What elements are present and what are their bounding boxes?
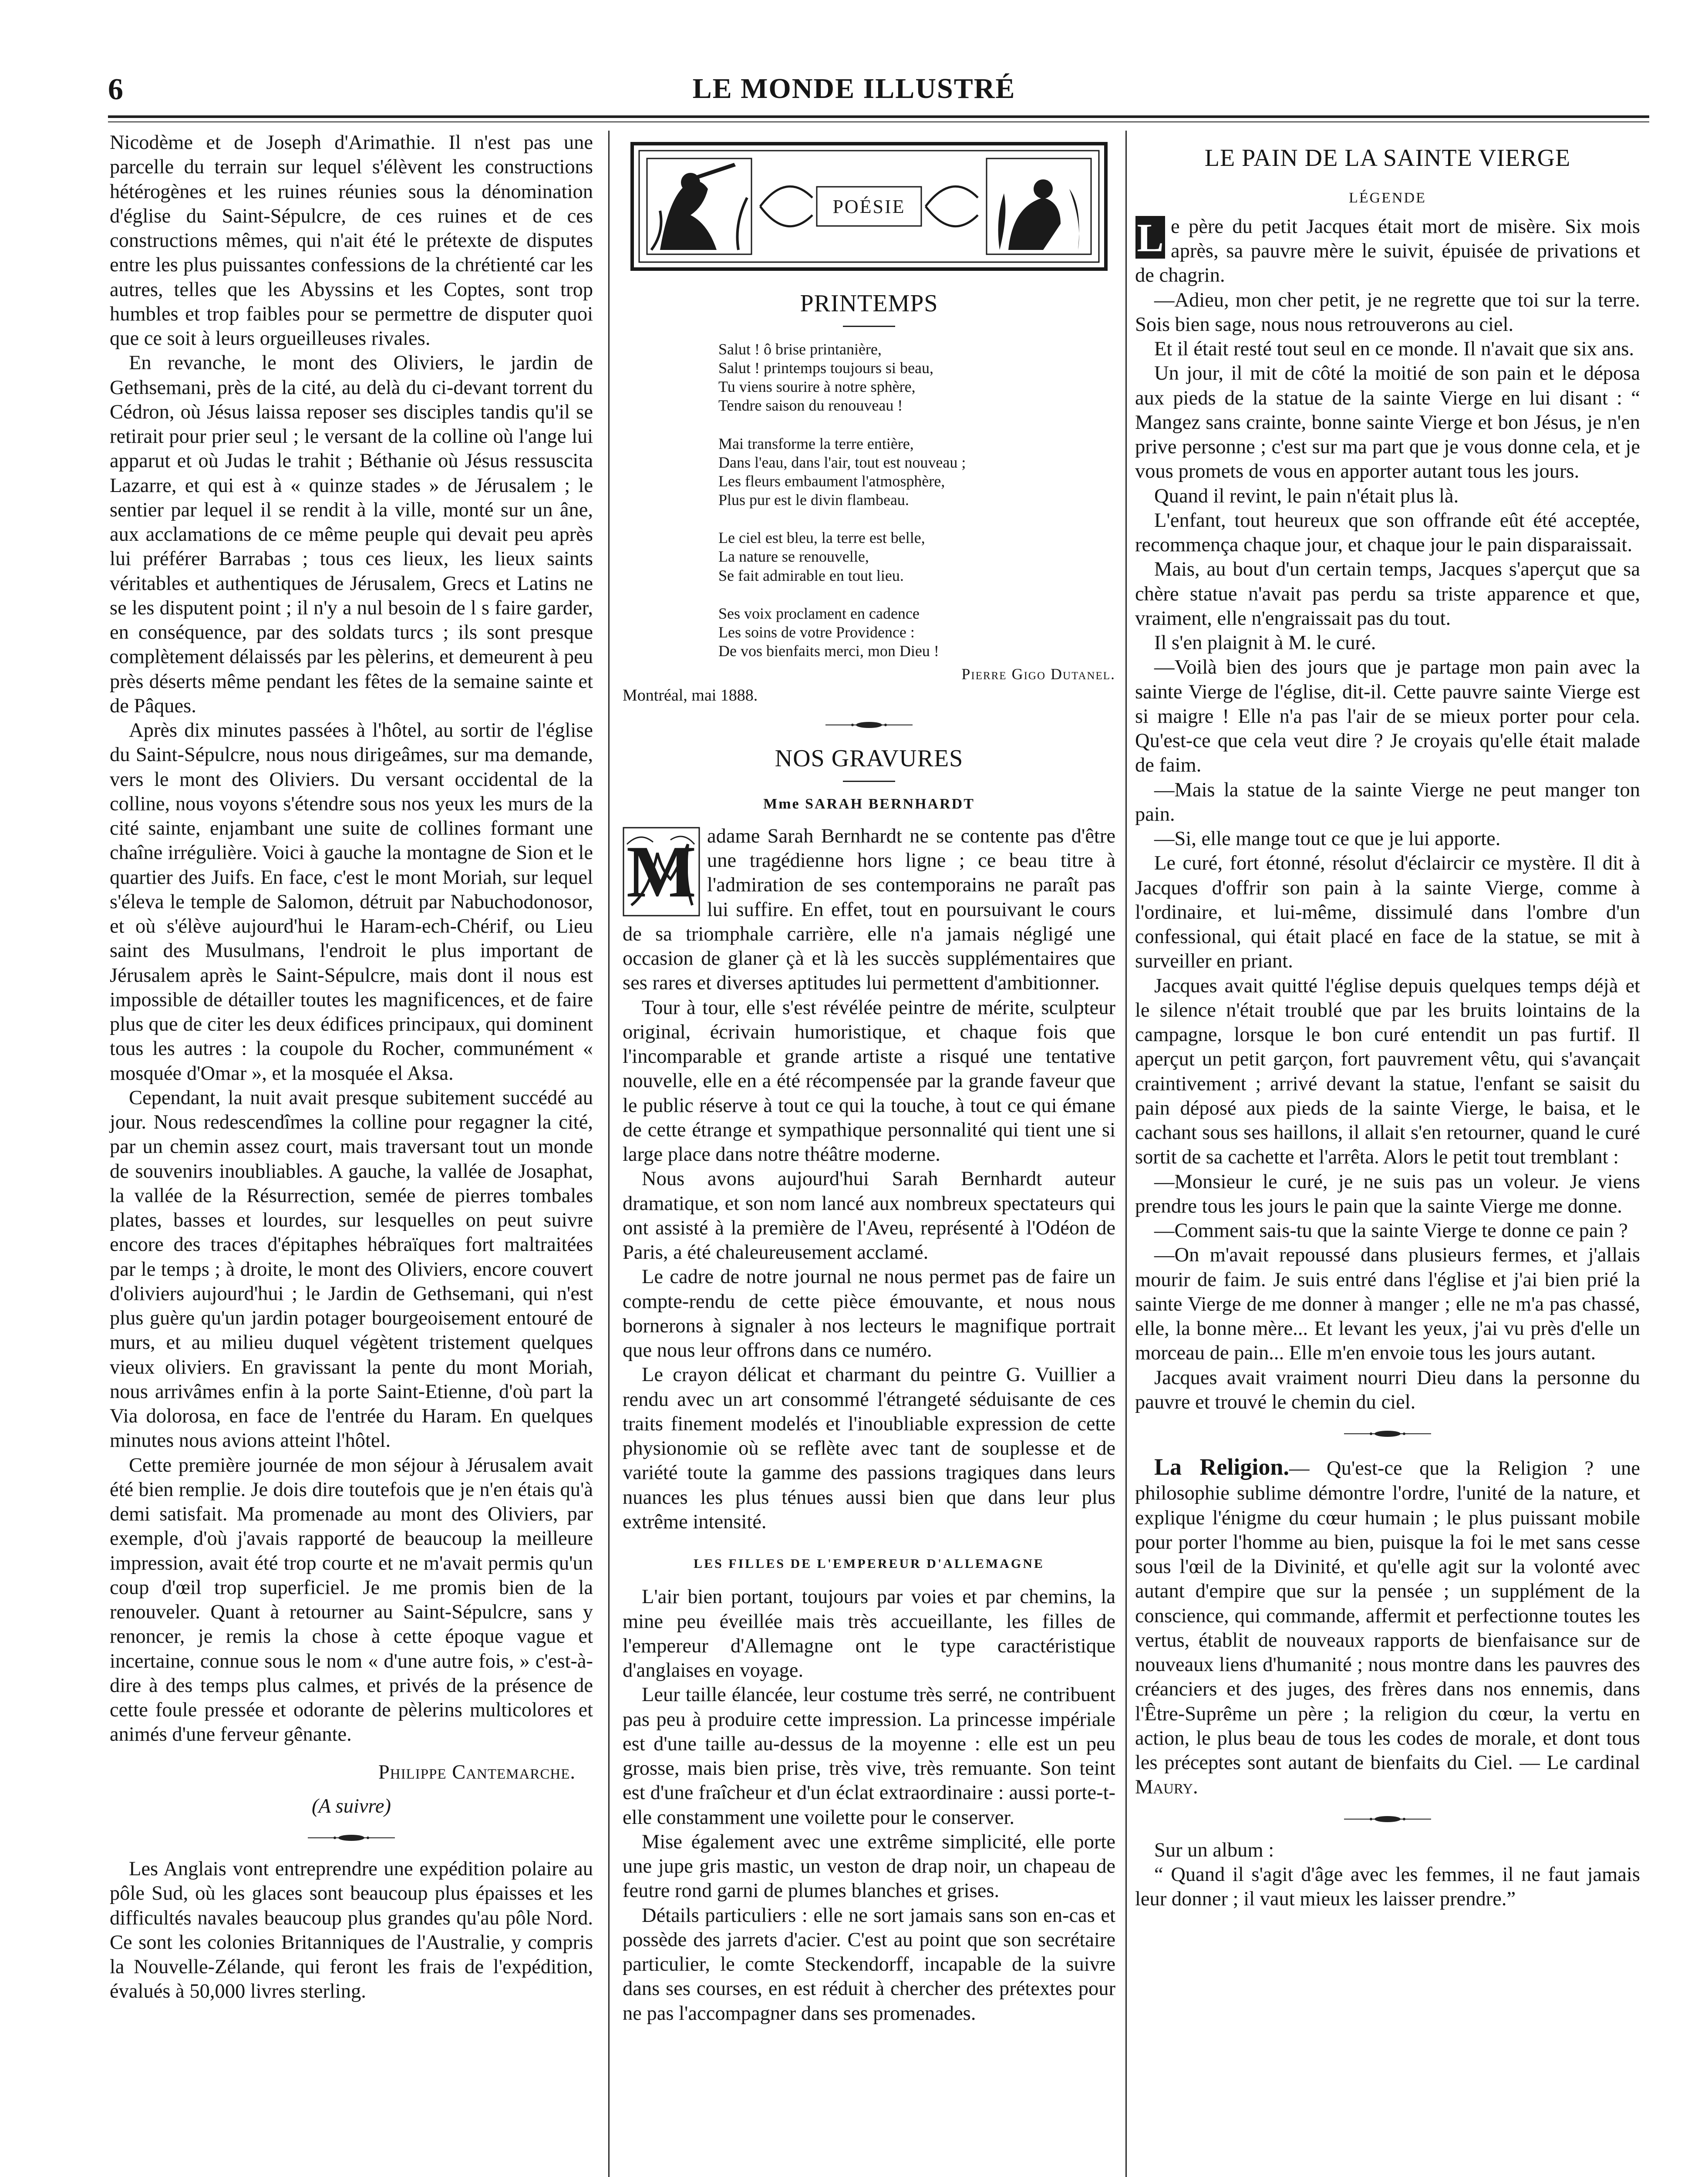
- article-paragraph: Tour à tour, elle s'est révélée peintre de mérite, sculpteur original, écrivain humoristique, et chaque fois que l'incomparable et grande artiste a risqué une tentative nouvelle, elle en a été récompensée par la grande faveur que le public réserve à tout ce qui la touche, à tout ce qui émane de cette étrange et sympathique personnalité qui tient une si large place dans notre théâtre moderne.: [623, 996, 1115, 1166]
- ornament-divider-icon: [1344, 1429, 1431, 1438]
- ornament-divider-icon: [308, 1833, 395, 1842]
- article-paragraph: Il s'en plaignit à M. le curé.: [1154, 632, 1376, 654]
- article-paragraph: Nicodème et de Joseph d'Arimathie. Il n'est pas une parcelle du terrain sur lequel s'élèvent les constructions hétérogènes et les ruines réunies sous la dénomination d'église du Saint-Sépulcre, de ces ruines et de ces constructions mêmes, qui n'ait été le prétexte de disputes entre les plus puissantes confessions de la chrétienté car les autres, telles que les Abyssins et les Coptes, sont trop humbles et trop faibles pour se permettre de disputer quoi que ce soit à leurs orgueilleuses rivales.: [110, 131, 593, 350]
- poem-line: La nature se renouvelle,: [718, 548, 869, 566]
- album-title: Sur un album :: [1154, 1839, 1274, 1861]
- column-2: [623, 131, 1115, 2177]
- svg-text:M: M: [626, 830, 697, 913]
- article-paragraph: [1135, 215, 1640, 288]
- poem-line: Salut ! printemps toujours si beau,: [718, 359, 933, 377]
- religion-paragraph: [1135, 1453, 1640, 1800]
- religion-text: — Qu'est-ce que la Religion ? une philosophie sublime démontre l'ordre, l'unité de la nature, et explique l'énigme du cœur humain ; le plus puissant mobile pour porter l'homme au bien, puisque la foi le met sans cesse sous l'œil de la Divinité, et qu'elle agit sur la volonté avec autant d'empire que sur la pensée ; un supplément de la conscience, qui commande, affermit et perfectionne toutes les vertus, établit de nouveaux rapports de bienfaisance sur de nouveaux liens d'humanité ; nous montre dans les pauvres des créanciers et des juges, des frères dans nos ennemis, dans l'Être-Suprême un père ; la religion du cœur, la vertu en action, le plus beau de tous les codes de morale, et dont tous les préceptes sont autant de bienfaits du Ciel. — Le cardinal: [1135, 1457, 1640, 1774]
- poem-line: Les fleurs embaument l'atmosphère,: [718, 472, 945, 490]
- svg-text:L: L: [1137, 215, 1164, 259]
- dropcap-M-icon: [623, 827, 700, 917]
- article-paragraph: Quand il revint, le pain n'était plus là.: [1154, 485, 1459, 507]
- article-paragraph: Mise également avec une extrême simplicité, elle porte une jupe gris mastic, un veston de drap noir, un chapeau de feutre rond garni de plumes blanches et grises.: [623, 1830, 1115, 1902]
- dropcap-text: adame Sarah Bernhardt ne se contente pas d'être une tragédienne hors ligne ; ce beau titre à l'admiration de ses contemporains ne paraît pas lui suffire. En effet, tout en poursuivant le cours de sa triomphale carrière, elle n'a jamais négligé une occasion de glaner çà et là les succès supplémentaires que ses rares et diverses aptitudes lui permettent d'ambitionner.: [623, 825, 1115, 994]
- column-divider-1: [608, 131, 610, 2177]
- poem-line: De vos bienfaits merci, mon Dieu !: [718, 642, 939, 660]
- poem: [718, 340, 1115, 661]
- header-rule-thin: [108, 121, 1649, 122]
- poem-line: Tu viens sourire à notre sphère,: [718, 378, 916, 396]
- article-paragraph: Le crayon délicat et charmant du peintre G. Vuillier a rendu avec un art consommé l'étrangeté séduisante de ces traits finement modelés et l'inoubliable expression de cette physionomie où se reflète avec tant de souplesse et de variété toute la gamme des passions tragiques dans leurs nuances les plus ténues aussi bien que dans leur plus extrême intensité.: [623, 1364, 1115, 1533]
- poem-stanza: [718, 435, 1115, 510]
- poem-line: Les soins de votre Providence :: [718, 623, 915, 641]
- article-paragraph: Mais, au bout d'un certain temps, Jacques s'aperçut que sa chère statue n'avait pas perdu sa triste apparence et que, vraiment, elle n'engraissait pas du tout.: [1135, 558, 1640, 630]
- banner-label: POÉSIE: [832, 196, 906, 217]
- article-paragraph: Nous avons aujourd'hui Sarah Bernhardt auteur dramatique, et son nom lancé aux nombreux spectateurs qui ont assisté à la première de l'Aveu, représenté à l'Odéon de Paris, a été chaleureusement acclamé.: [623, 1168, 1115, 1264]
- masthead: LE MONDE ILLUSTRÉ: [692, 73, 1016, 104]
- article-paragraph: En revanche, le mont des Oliviers, le jardin de Gethsemani, près de la cité, au delà du ci-devant torrent du Cédron, où Jésus laissa reposer ses disciples tandis qu'il se retirait pour prier seul ; le versant de la colline où l'ange lui apparut et où Judas le trahit ; Béthanie où Jésus ressuscita Lazarre, et qui est à « quinze stades » de Jérusalem ; le sentier par lequel il se rendit à la ville, monté sur un âne, aux acclamations de ce même peuple qui devait peu après lui préférer Barrabas ; tous ces lieux, les lieux saints véritables et authentiques de Jérusalem, Grecs et Latins ne se les disputent point ; il n'y a nul besoin de l s faire garder, en conséquence, par des soldats turcs ; ils sont presque complètement délaissés par les pèlerins, et demeurent à peu près déserts même pendant les fêtes de la semaine sainte et de Pâques.: [110, 352, 593, 717]
- legend-title: LE PAIN DE LA SAINTE VIERGE: [1204, 145, 1571, 172]
- album-quote: “ Quand il s'agit d'âge avec les femmes, il ne faut jamais leur donner ; il vaut mieux les laisser prendre.”: [1135, 1863, 1640, 1911]
- article-signature: Philippe Cantemarche.: [378, 1761, 576, 1783]
- poem-place-date: Montréal, mai 1888.: [623, 686, 758, 704]
- article-paragraph: —Adieu, mon cher petit, je ne regrette que toi sur la terre. Sois bien sage, nous nous retrouverons au ciel.: [1135, 289, 1640, 336]
- article-paragraph: Jacques avait quitté l'église depuis quelques temps déjà et le silence n'était troublé que par les bruits lointains de la campagne, lorsque le bon curé entendit un pas furtif. Il aperçut un petit garçon, fort pauvrement vêtu, qui s'avançait craintivement ; arrivé devant la statue, l'enfant se saisit du pain déposé aux pieds de la sainte Vierge, le baisa, et le cachant sous ses haillons, il allait s'en retourner, quand le curé sortit de sa cachette et l'arrêta. Alors le petit tout tremblant :: [1135, 974, 1640, 1169]
- column-1: [110, 131, 593, 2177]
- poem-line: Se fait admirable en tout lieu.: [718, 566, 904, 584]
- to-be-continued: (A suivre): [311, 1795, 391, 1817]
- article-paragraph: [623, 824, 1115, 996]
- header-rule: [108, 115, 1649, 118]
- page-number: 6: [108, 73, 123, 106]
- legend-subtitle: LÉGENDE: [1349, 189, 1426, 206]
- article-paragraph: Et il était resté tout seul en ce monde. Il n'avait que six ans.: [1154, 338, 1634, 361]
- article-paragraph: Cette première journée de mon séjour à Jérusalem avait été bien remplie. Je dois dire toutefois que je n'en étais qu'à demi satisfait. Ma promenade au mont des Oliviers, par exemple, d'où j'avais rapporté de beaucoup la meilleure impression, avait été trop courte et ne m'avait permis qu'un coup d'œil trop superficiel. Je me promis bien de la renouveler. Quant à retourner au Saint-Sépulcre, sans y renoncer, je remis la chose à cette époque vague et incertaine, connue sous le nom « d'une autre fois, » c'est-à-dire à des temps plus calmes, et privés de la présence de cette foule pressée et odorante de pèlerins multicolores et animés d'une ferveur gênante.: [110, 1454, 593, 1746]
- article-paragraph: Un jour, il mit de côté la moitié de son pain et le déposa aux pieds de la statue de la sainte Vierge en lui disant : “ Mangez sans crainte, bonne sainte Vierge et bon Jésus, je n'en prive personne ; c'est sur ma part que je vous donne cela, et je vous promets de vous en apporter autant tous les jours.: [1135, 362, 1640, 483]
- article-paragraph: L'air bien portant, toujours par voies et par chemins, la mine peu éveillée mais très accueillante, les filles de l'empereur d'Allemagne ont le type caractéristique d'anglaises en voyage.: [623, 1586, 1115, 1682]
- religion-author: Maury.: [1135, 1776, 1198, 1799]
- dropcap-L-icon: [1135, 216, 1166, 259]
- poem-line: Mai transforme la terre entière,: [718, 435, 914, 452]
- poem-title: PRINTEMPS: [800, 290, 938, 317]
- article-paragraph: —Mais la statue de la sainte Vierge ne peut manger ton pain.: [1135, 778, 1640, 826]
- article-paragraph: Leur taille élancée, leur costume très serré, ne contribuent pas peu à produire cette impression. La princesse impériale est d'une taille au-dessus de la moyenne : elle est un peu grosse, mais bien prise, très vive, très remuante. Son teint est d'une fraîcheur et d'un éclat extraordinaire : aussi porte-t-elle constamment une voilette pour le conserver.: [623, 1684, 1115, 1829]
- expedition-note: Les Anglais vont entreprendre une expédition polaire au pôle Sud, où les glaces sont beaucoup plus épaisses et les difficultés navales beaucoup plus grandes qu'au pôle Nord. Ce sont les colonies Britanniques de l'Australie, y compris la Nouvelle-Zélande, qui feront les frais de l'expédition, évalués à 50,000 livres sterling.: [110, 1858, 593, 2003]
- title-rule: [843, 781, 895, 782]
- column-3: [1135, 131, 1640, 2177]
- religion-title: La Religion.: [1154, 1454, 1289, 1480]
- dropcap-text: e père du petit Jacques était mort de misère. Six mois après, sa pauvre mère le suivit, épuisée de privations et de chagrin.: [1135, 215, 1640, 287]
- poem-line: Ses voix proclament en cadence: [718, 604, 920, 622]
- article-paragraph: Le cadre de notre journal ne nous permet pas de faire un compte-rendu de cette pièce émouvante, et nous nous bornerons à signaler à nos lecteurs le magnifique portrait que nous leur offrons dans ce numéro.: [623, 1266, 1115, 1362]
- section-title: NOS GRAVURES: [775, 745, 963, 772]
- article-paragraph: Le curé, fort étonné, résolut d'éclaircir ce mystère. Il dit à Jacques d'offrir son pain à la sainte Vierge, comme à l'ordinaire, et lui-même, dissimulé dans l'ombre d'un confessional, qui était placé en face de la statue, se mit à surveiller en priant.: [1135, 852, 1640, 973]
- article-paragraph: Cependant, la nuit avait presque subitement succédé au jour. Nous redescendîmes la colline pour regagner la cité, par un chemin assez court, mais traversant tout un monde de souvenirs inoubliables. A gauche, la vallée de Josaphat, la vallée de la Résurrection, semée de pierres tombales plates, basses et lourdes, sur lesquelles on peut suivre encore des traces d'épitaphes hébraïques fort maltraitées par le temps ; à droite, le mont des Oliviers, encore couvert d'oliviers aujourd'hui ; le Jardin de Gethsemani, qui n'est plus guère qu'un jardin potager bourgeoisement entouré de murs, et au milieu duquel végètent tristement quelques vieux oliviers. En gravissant la pente du mont Moriah, nous arrivâmes enfin à la porte Saint-Etienne, d'où part la Via dolorosa, en face de l'entrée du Haram. En quelques minutes nous avions atteint l'hôtel.: [110, 1086, 593, 1452]
- poem-line: Dans l'eau, dans l'air, tout est nouveau ;: [718, 453, 966, 471]
- poem-line: Salut ! ô brise printanière,: [718, 340, 882, 358]
- article-paragraph: —Monsieur le curé, je ne suis pas un voleur. Je viens prendre tous les jours le pain que la sainte Vierge me donne.: [1135, 1170, 1640, 1217]
- poesie-banner-icon: [630, 141, 1108, 272]
- poem-line: Le ciel est bleu, la terre est belle,: [718, 529, 925, 547]
- ornament-divider-icon: [1344, 1815, 1431, 1823]
- subtitle-sarah-bernhardt: Mme SARAH BERNHARDT: [763, 795, 975, 812]
- poem-line: Tendre saison du renouveau !: [718, 397, 903, 415]
- article-paragraph: Détails particuliers : elle ne sort jamais sans son en-cas et possède des jarrets d'acier. C'est au point que son secrétaire particulier, le comte Steckendorff, incapable de la suivre dans ses courses, en est réduit à chercher des prétextes pour ne pas l'accompagner dans ses promenades.: [623, 1904, 1115, 2025]
- column-divider-2: [1125, 131, 1127, 2177]
- subtitle-filles-empereur: LES FILLES DE L'EMPEREUR D'ALLEMAGNE: [694, 1557, 1044, 1571]
- ornament-divider-icon: [825, 721, 913, 729]
- poem-stanza: [718, 604, 1115, 661]
- article-paragraph: —Si, elle mange tout ce que je lui apporte.: [1154, 828, 1501, 850]
- article-paragraph: —On m'avait repoussé dans plusieurs fermes, et j'allais mourir de faim. Je suis entré dans l'église et j'ai bien prié la sainte Vierge de me donner à manger ; elle ne m'a pas chassé, elle, la bonne mère... Et levant les yeux, j'ai vu près d'elle un morceau de pain... Elle m'en envoie tous les jours autant.: [1135, 1244, 1640, 1365]
- article-paragraph: L'enfant, tout heureux que son offrande eût été acceptée, recommença chaque jour, et chaque jour le pain disparaissait.: [1135, 509, 1640, 556]
- poem-author: Pierre Gigo Dutanel.: [961, 665, 1115, 683]
- article-paragraph: —Voilà bien des jours que je partage mon pain avec la sainte Vierge de l'église, dit-il. Cette pauvre sainte Vierge est si maigre ! Elle n'a pas l'air de se mieux porter pour cela. Qu'est-ce que cela veut dire ? Je croyais qu'elle était malade de faim.: [1135, 656, 1640, 777]
- article-paragraph: Jacques avait vraiment nourri Dieu dans la personne du pauvre et trouvé le chemin du ciel.: [1135, 1366, 1640, 1413]
- poem-stanza: [718, 340, 1115, 415]
- title-rule: [843, 326, 895, 327]
- article-paragraph: —Comment sais-tu que la sainte Vierge te donne ce pain ?: [1154, 1220, 1628, 1242]
- poem-line: Plus pur est le divin flambeau.: [718, 491, 909, 509]
- article-paragraph: Après dix minutes passées à l'hôtel, au sortir de l'église du Saint-Sépulcre, nous nous dirigeâmes, sur ma demande, vers le mont des Oliviers. Du versant occidental de la colline, nous voyons s'étendre sous nos yeux les murs de la cité sainte, enjambant une suite de collines formant une chaîne irrégulière. Voici à gauche la montagne de Sion et le quartier des Juifs. En face, c'est le mont Moriah, sur lequel s'éleva le temple de Salomon, détruit par Nabuchodonosor, et où s'élève aujourd'hui le Haram-ech-Chérif, ou Lieu saint des Musulmans, l'endroit le plus important de Jérusalem après le Saint-Sépulcre, mais dont il nous est impossible de détailler toutes les magnificences, et de faire plus que de citer les deux édifices principaux, qui dominent tous les autres : la coupole du Rocher, communément « mosquée d'Omar », et la mosquée el Aksa.: [110, 719, 593, 1085]
- poem-stanza: [718, 529, 1115, 585]
